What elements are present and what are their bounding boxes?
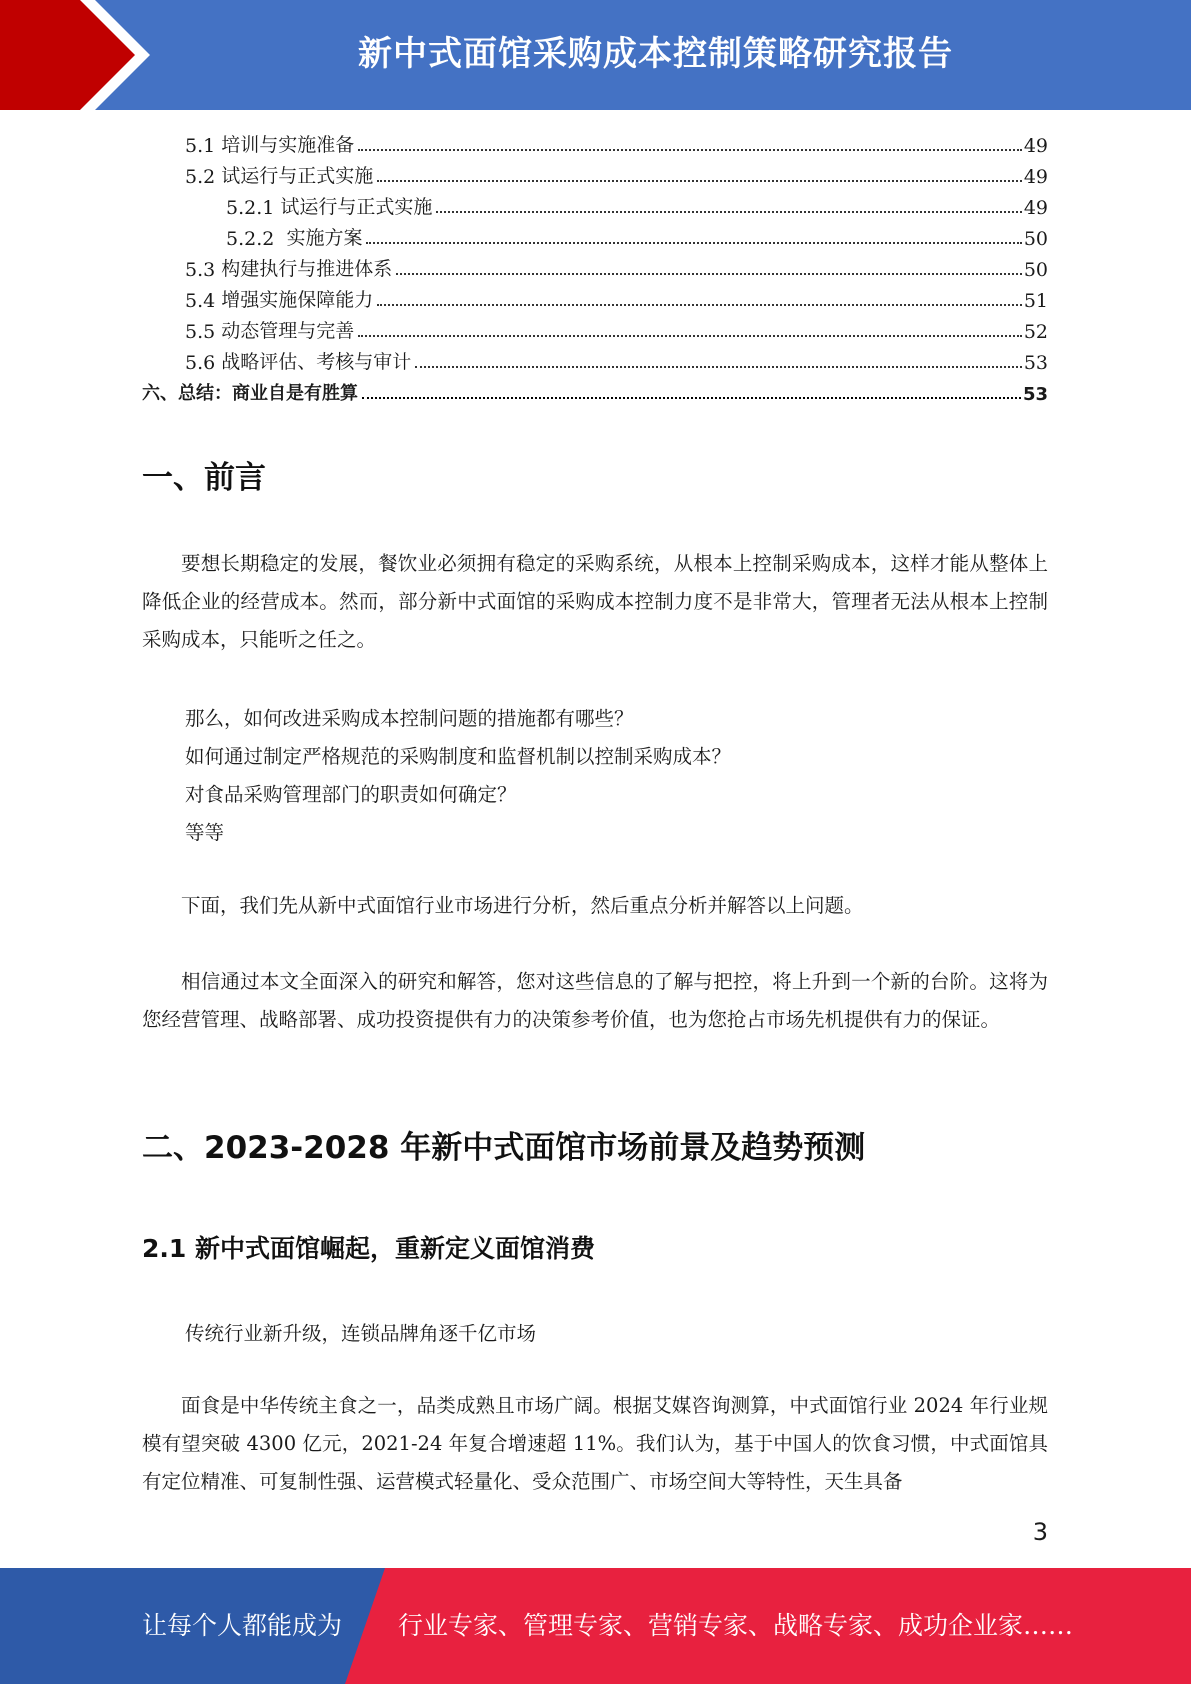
toc-page: 49 bbox=[1023, 197, 1048, 219]
toc-entry[interactable] bbox=[185, 250, 1048, 281]
toc-page: 53 bbox=[1022, 384, 1048, 405]
page-footer bbox=[0, 1568, 1191, 1684]
toc-label: 增强实施保障能力 bbox=[221, 289, 374, 311]
toc-number: 5.2.1 bbox=[226, 197, 281, 219]
toc-page: 49 bbox=[1023, 166, 1048, 188]
toc-page: 51 bbox=[1023, 290, 1048, 312]
page-number: 3 bbox=[1032, 1518, 1048, 1546]
toc-number: 5.2 bbox=[185, 166, 222, 188]
toc-label: 试运行与正式实施 bbox=[280, 196, 433, 218]
toc-number: 5.5 bbox=[185, 321, 222, 343]
toc-entry[interactable] bbox=[226, 219, 1048, 250]
footer-slogan-left: 让每个人都能成为 bbox=[142, 1611, 343, 1640]
lead-line: 传统行业新升级，连锁品牌角逐千亿市场 bbox=[185, 1322, 537, 1345]
toc-label: 实施方案 bbox=[286, 227, 363, 249]
toc-entry[interactable] bbox=[185, 343, 1048, 374]
question-line: 那么，如何改进采购成本控制问题的措施都有哪些？ bbox=[185, 707, 634, 730]
paragraph: 面食是中华传统主食之一，品类成熟且市场广阔。根据艾媒咨询测算，中式面馆行业 2024 年行业规模有望突破 4300 亿元，2021-24 年复合增速超 11%。我们认为，基于中国人的饮食习惯，中式面馆具有定位精准、可复制性强、运营模式轻量化、受众范围广、市场空间大等特性，天生具备 bbox=[142, 1394, 1048, 1493]
toc-entry[interactable] bbox=[185, 126, 1048, 157]
toc-entry[interactable] bbox=[185, 281, 1048, 312]
toc-label: 战略评估、考核与审计 bbox=[221, 351, 412, 373]
section-heading-preface: 一、前言 bbox=[142, 460, 266, 496]
toc-number: 5.4 bbox=[185, 290, 222, 312]
toc-entry[interactable] bbox=[185, 157, 1048, 188]
toc-label: 构建执行与推进体系 bbox=[221, 258, 393, 280]
toc-page: 50 bbox=[1023, 259, 1048, 281]
question-line: 对食品采购管理部门的职责如何确定？ bbox=[185, 783, 517, 806]
toc-entry[interactable] bbox=[185, 312, 1048, 343]
report-title: 新中式面馆采购成本控制策略研究报告 bbox=[358, 34, 953, 74]
toc-entry[interactable] bbox=[226, 188, 1048, 219]
toc-label: 动态管理与完善 bbox=[221, 320, 355, 342]
toc-label: 六、总结：商业自是有胜算 bbox=[142, 383, 358, 404]
page-header bbox=[0, 0, 1191, 110]
subsection-heading: 2.1 新中式面馆崛起，重新定义面馆消费 bbox=[142, 1234, 595, 1263]
toc-number: 5.3 bbox=[185, 259, 222, 281]
paragraph: 下面，我们先从新中式面馆行业市场进行分析，然后重点分析并解答以上问题。 bbox=[181, 894, 864, 917]
toc-label: 试运行与正式实施 bbox=[221, 165, 374, 187]
toc-page: 49 bbox=[1023, 135, 1048, 157]
toc-number: 5.1 bbox=[185, 135, 222, 157]
question-line: 如何通过制定严格规范的采购制度和监督机制以控制采购成本？ bbox=[185, 745, 732, 768]
section-heading-market: 二、2023-2028 年新中式面馆市场前景及趋势预测 bbox=[142, 1130, 866, 1166]
paragraph: 相信通过本文全面深入的研究和解答，您对这些信息的了解与把控，将上升到一个新的台阶。这将为您经营管理、战略部署、成功投资提供有力的决策参考价值，也为您抢占市场先机提供有力的保证。 bbox=[142, 970, 1048, 1031]
toc-page: 52 bbox=[1023, 321, 1048, 343]
toc-page: 50 bbox=[1023, 228, 1048, 250]
toc-number: 5.2.2 bbox=[226, 228, 287, 250]
paragraph: 要想长期稳定的发展，餐饮业必须拥有稳定的采购系统，从根本上控制采购成本，这样才能从整体上降低企业的经营成本。然而，部分新中式面馆的采购成本控制力度不是非常大，管理者无法从根本上控制采购成本，只能听之任之。 bbox=[142, 552, 1048, 651]
toc-number: 5.6 bbox=[185, 352, 222, 374]
toc-label: 培训与实施准备 bbox=[221, 134, 355, 156]
question-line: 等等 bbox=[185, 821, 225, 844]
toc-entry-chapter[interactable] bbox=[142, 374, 1048, 405]
toc-page: 53 bbox=[1023, 352, 1048, 374]
footer-slogan-right: 行业专家、管理专家、营销专家、战略专家、成功企业家…… bbox=[398, 1611, 1074, 1640]
